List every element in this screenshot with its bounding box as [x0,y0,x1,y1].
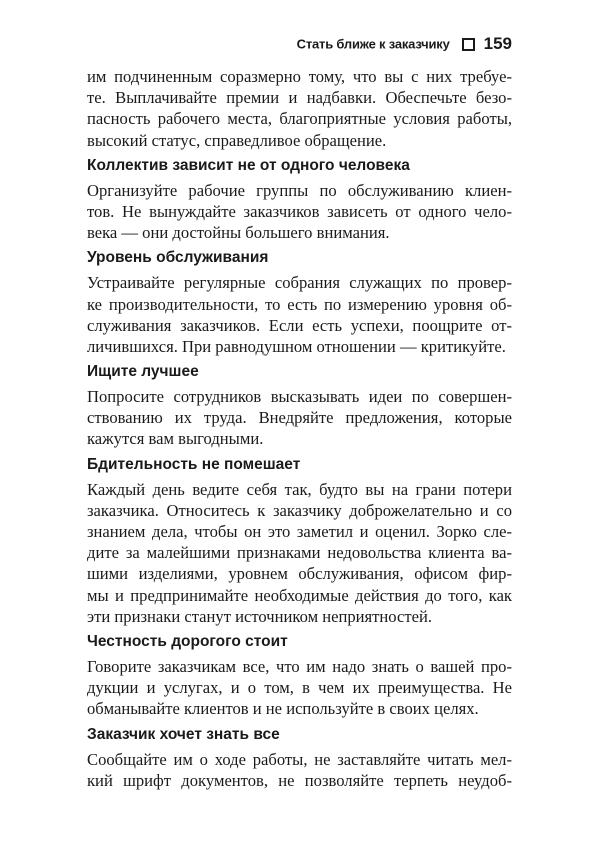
text-line: Организуйте рабочие группы по обслуживанию клиен- [87,180,512,200]
text-line: тов. Не вынуждайте заказчиков зависеть от одного чело- [87,201,512,221]
text-line: высокий статус, справедливое обращение. [87,130,387,150]
text-line: ствованию их труда. Внедряйте предложения, которые [87,408,512,428]
text-line: пасность рабочего места, благоприятные условия работы, [87,109,512,129]
text-line: им подчиненным соразмерно тому, что вы с них требуе- [87,67,512,86]
text-line: дукции и услугах, и о том, в чем их преимущества. Не [87,678,512,698]
section-heading: Заказчик хочет знать все [87,725,280,743]
text-line: ке производительности, то есть по измерению уровня об- [87,294,512,314]
text-line: Попросите сотрудников высказывать идеи по совершен- [87,387,512,407]
text-line: Устраивайте регулярные собрания служащих по провер- [87,273,512,293]
text-line: Говорите заказчикам все, что им надо знать о вашей про- [87,656,512,676]
text-line: шими изделиями, уровнем обслуживания, офисом фир- [87,564,512,584]
section-heading: Ищите лучшее [87,363,199,381]
text-line: личившихся. При равнодушном отношении — критикуйте. [87,336,506,356]
text-line: дите за малейшими признаками недовольства клиента ва- [87,543,512,563]
text-line: обманывайте клиентов и не используйте в своих целях. [87,699,479,719]
text-line: Сообщайте им о ходе работы, не заставляйте читать мел- [87,749,512,769]
running-title: Стать ближе к заказчику [296,36,450,52]
text-line: заказчика. Относитесь к заказчику доброжелательно и со [87,500,512,520]
running-header [87,34,512,54]
text-line: служивания заказчиков. Если есть успехи, поощрите от- [87,315,512,335]
text-line: кажутся вам выгодными. [87,429,264,449]
text-line: те. Выплачивайте премии и надбавки. Обеспечьте безо- [87,88,512,108]
text-line: эти признаки станут источником неприятностей. [87,606,433,626]
section-heading: Бдительность не помешает [87,455,301,473]
text-line: знанием дела, чтобы он это заметил и оценил. Зорко сле- [87,522,512,541]
text-line: века — они достойны большего внимания. [87,223,390,243]
section-heading: Уровень обслуживания [87,249,269,267]
text-line: кий шрифт документов, не позволяйте терпеть неудоб- [87,770,512,790]
text-line: Каждый день ведите себя так, будто вы на грани потери [87,479,512,499]
page-body [87,66,512,791]
section-heading: Честность дорогого стоит [87,632,288,650]
page-number: 159 [483,34,512,53]
text-line: мы и предпринимайте необходимые действия до того, как [87,585,512,605]
section-heading: Коллектив зависит не от одного человека [87,156,410,174]
square-bullet-icon [462,38,475,51]
